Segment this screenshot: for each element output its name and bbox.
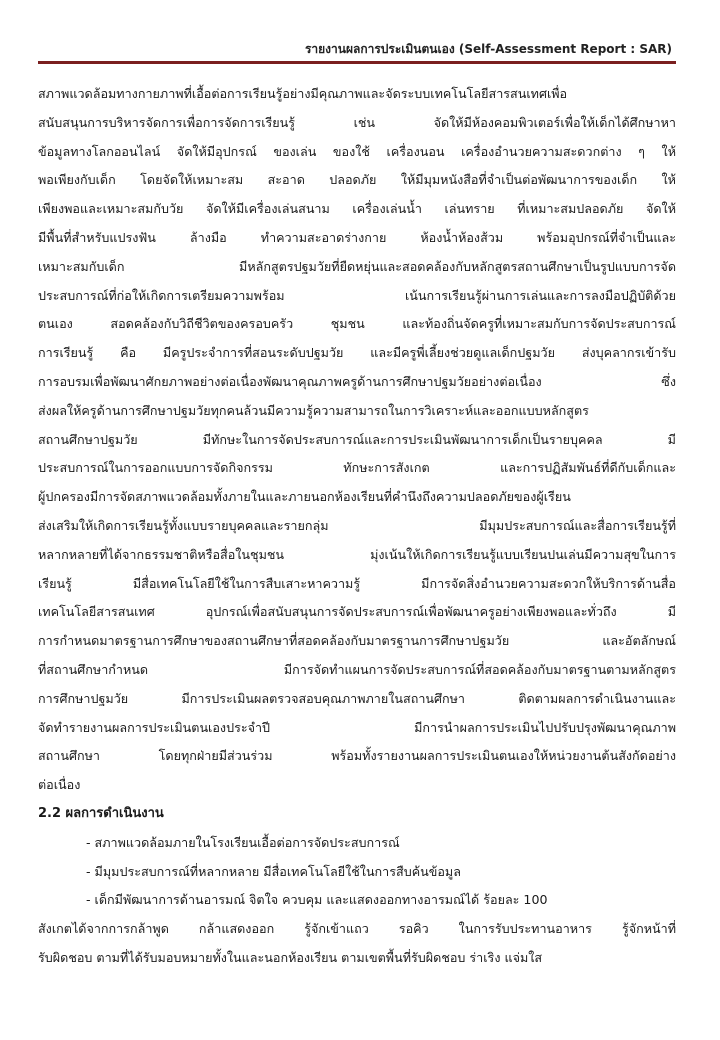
paragraph-line: เพียงพอและเหมาะสมกับวัย จัดให้มีเครื่องเล่นสนาม เครื่องเล่นน้ำ เล่นทราย ที่เหมาะสมปลอดภัย จัดให้ xyxy=(38,201,676,217)
paragraph-line: หลากหลายที่ได้จากธรรมชาติหรือสื่อในชุมชน มุ่งเน้นให้เกิดการเรียนรู้แบบเรียนปนเล่นมีความสุขในการ xyxy=(38,546,676,562)
list-item: - สภาพแวดล้อมภายในโรงเรียนเอื้อต่อการจัดประสบการณ์ xyxy=(86,834,400,850)
body-paragraph xyxy=(38,80,676,800)
paragraph-line: จัดทำรายงานผลการประเมินตนเองประจำปี มีการนำผลการประเมินไปปรับปรุงพัฒนาคุณภาพ xyxy=(38,719,676,735)
results-list xyxy=(38,829,676,915)
paragraph-line: พอเพียงกับเด็ก โดยจัดให้เหมาะสม สะอาด ปลอดภัย ให้มีมุมหนังสือที่จำเป็นต่อพัฒนาการของเด็ก ให้ xyxy=(38,172,676,188)
paragraph-line-last: ต่อเนื่อง xyxy=(38,777,81,793)
paragraph-line: เหมาะสมกับเด็ก มีหลักสูตรปฐมวัยที่ยืดหยุ่นและสอดคล้องกับหลักสูตรสถานศึกษาเป็นรูปแบบการจัด xyxy=(38,258,676,274)
report-header-title: รายงานผลการประเมินตนเอง (Self-Assessment Report : SAR) xyxy=(304,42,672,56)
paragraph-line: การเรียนรู้ คือ มีครูประจำการที่สอนระดับปฐมวัย และมีครูพี่เลี้ยงช่วยดูแลเด็กปฐมวัย ส่งบุคลากรเข้ารับ xyxy=(38,345,676,361)
paragraph-line: ข้อมูลทางโลกออนไลน์ จัดให้มีอุปกรณ์ ของเล่น ของใช้ เครื่องนอน เครื่องอำนวยความสะดวกต่าง ๆ ให้ xyxy=(38,143,676,159)
continuation-paragraph xyxy=(38,915,676,973)
section-heading: 2.2 ผลการดำเนินงาน xyxy=(38,805,164,821)
list-item: - มีมุมประสบการณ์ที่หลากหลาย มีสื่อเทคโนโลยีใช้ในการสืบค้นข้อมูล xyxy=(86,863,461,879)
paragraph-line: ประสบการณ์ในการออกแบบการจัดกิจกรรม ทักษะการสังเกต และการปฏิสัมพันธ์ที่ดีกับเด็กและ xyxy=(38,460,676,476)
paragraph-line: สถานศึกษา โดยทุกฝ่ายมีส่วนร่วม พร้อมทั้งรายงานผลการประเมินตนเองให้หน่วยงานต้นสังกัดอย่าง xyxy=(38,748,676,764)
paragraph-line: เทคโนโลยีสารสนเทศ อุปกรณ์เพื่อสนับสนุนการจัดประสบการณ์เพื่อพัฒนาครูอย่างเพียงพอและทั่วถึง มี xyxy=(38,604,676,620)
paragraph-line: ประสบการณ์ที่ก่อให้เกิดการเตรียมความพร้อม เน้นการเรียนรู้ผ่านการเล่นและการลงมือปฏิบัติด้วย xyxy=(38,287,676,303)
paragraph-line: รับผิดชอบ ตามที่ได้รับมอบหมายทั้งในและนอกห้องเรียน ตามเขตพื้นที่รับผิดชอบ ร่าเริง แจ่มใส xyxy=(38,949,543,965)
paragraph-line: ส่งผลให้ครูด้านการศึกษาปฐมวัยทุกคนล้วนมีความรู้ความสามารถในการวิเคราะห์และออกแบบหลักสูตร xyxy=(38,402,589,418)
paragraph-line: ตนเอง สอดคล้องกับวิถีชีวิตของครอบครัว ชุมชน และท้องถิ่นจัดครูที่เหมาะสมกับการจัดประสบการณ์ xyxy=(38,316,676,332)
document-body xyxy=(38,80,676,973)
paragraph-line: ส่งเสริมให้เกิดการเรียนรู้ทั้งแบบรายบุคคลและรายกลุ่ม มีมุมประสบการณ์และสื่อการเรียนรู้ที่ xyxy=(38,517,676,533)
paragraph-line: สภาพแวดล้อมทางกายภาพที่เอื้อต่อการเรียนรู้อย่างมีคุณภาพและจัดระบบเทคโนโลยีสารสนเทศเพื่อ xyxy=(38,86,568,101)
paragraph-line: มีพื้นที่สำหรับแปรงฟัน ล้างมือ ทำความสะอาดร่างกาย ห้องน้ำห้องส้วม พร้อมอุปกรณ์ที่จำเป็นและ xyxy=(38,229,676,245)
list-item: - เด็กมีพัฒนาการด้านอารมณ์ จิตใจ ควบคุม และแสดงออกทางอารมณ์ได้ ร้อยละ 100 xyxy=(86,892,548,908)
paragraph-line: การอบรมเพื่อพัฒนาศักยภาพอย่างต่อเนื่องพัฒนาคุณภาพครูด้านการศึกษาปฐมวัยอย่างต่อเนื่อง ซึ่ง xyxy=(38,373,676,389)
paragraph-line: การกำหนดมาตรฐานการศึกษาของสถานศึกษาที่สอดคล้องกับมาตรฐานการศึกษาปฐมวัย และอัตลักษณ์ xyxy=(38,633,676,649)
paragraph-line: ที่สถานศึกษากำหนด มีการจัดทำแผนการจัดประสบการณ์ที่สอดคล้องกับมาตรฐานตามหลักสูตร xyxy=(38,661,676,677)
paragraph-line: ผู้ปกครองมีการจัดสภาพแวดล้อมทั้งภายในและภายนอกห้องเรียนที่คำนึงถึงความปลอดภัยของผู้เรียน xyxy=(38,489,571,505)
paragraph-line: เรียนรู้ มีสื่อเทคโนโลยีใช้ในการสืบเสาะหาความรู้ มีการจัดสิ่งอำนวยความสะดวกให้บริการด้านสื่อ xyxy=(38,575,676,591)
paragraph-line: การศึกษาปฐมวัย มีการประเมินผลตรวจสอบคุณภาพภายในสถานศึกษา ติดตามผลการดำเนินงานและ xyxy=(38,690,676,706)
paragraph-line: สังเกตได้จากการกล้าพูด กล้าแสดงออก รู้จักเข้าแถว รอคิว ในการรับประทานอาหาร รู้จักหน้าที่ xyxy=(38,921,676,937)
paragraph-line: สถานศึกษาปฐมวัย มีทักษะในการจัดประสบการณ์และการประเมินพัฒนาการเด็กเป็นรายบุคคล มี xyxy=(38,431,676,447)
header-divider xyxy=(38,61,676,64)
paragraph-line: สนับสนุนการบริหารจัดการเพื่อการจัดการเรียนรู้ เช่น จัดให้มีห้องคอมพิวเตอร์เพื่อให้เด็กได้ศึกษาหา xyxy=(38,114,676,130)
